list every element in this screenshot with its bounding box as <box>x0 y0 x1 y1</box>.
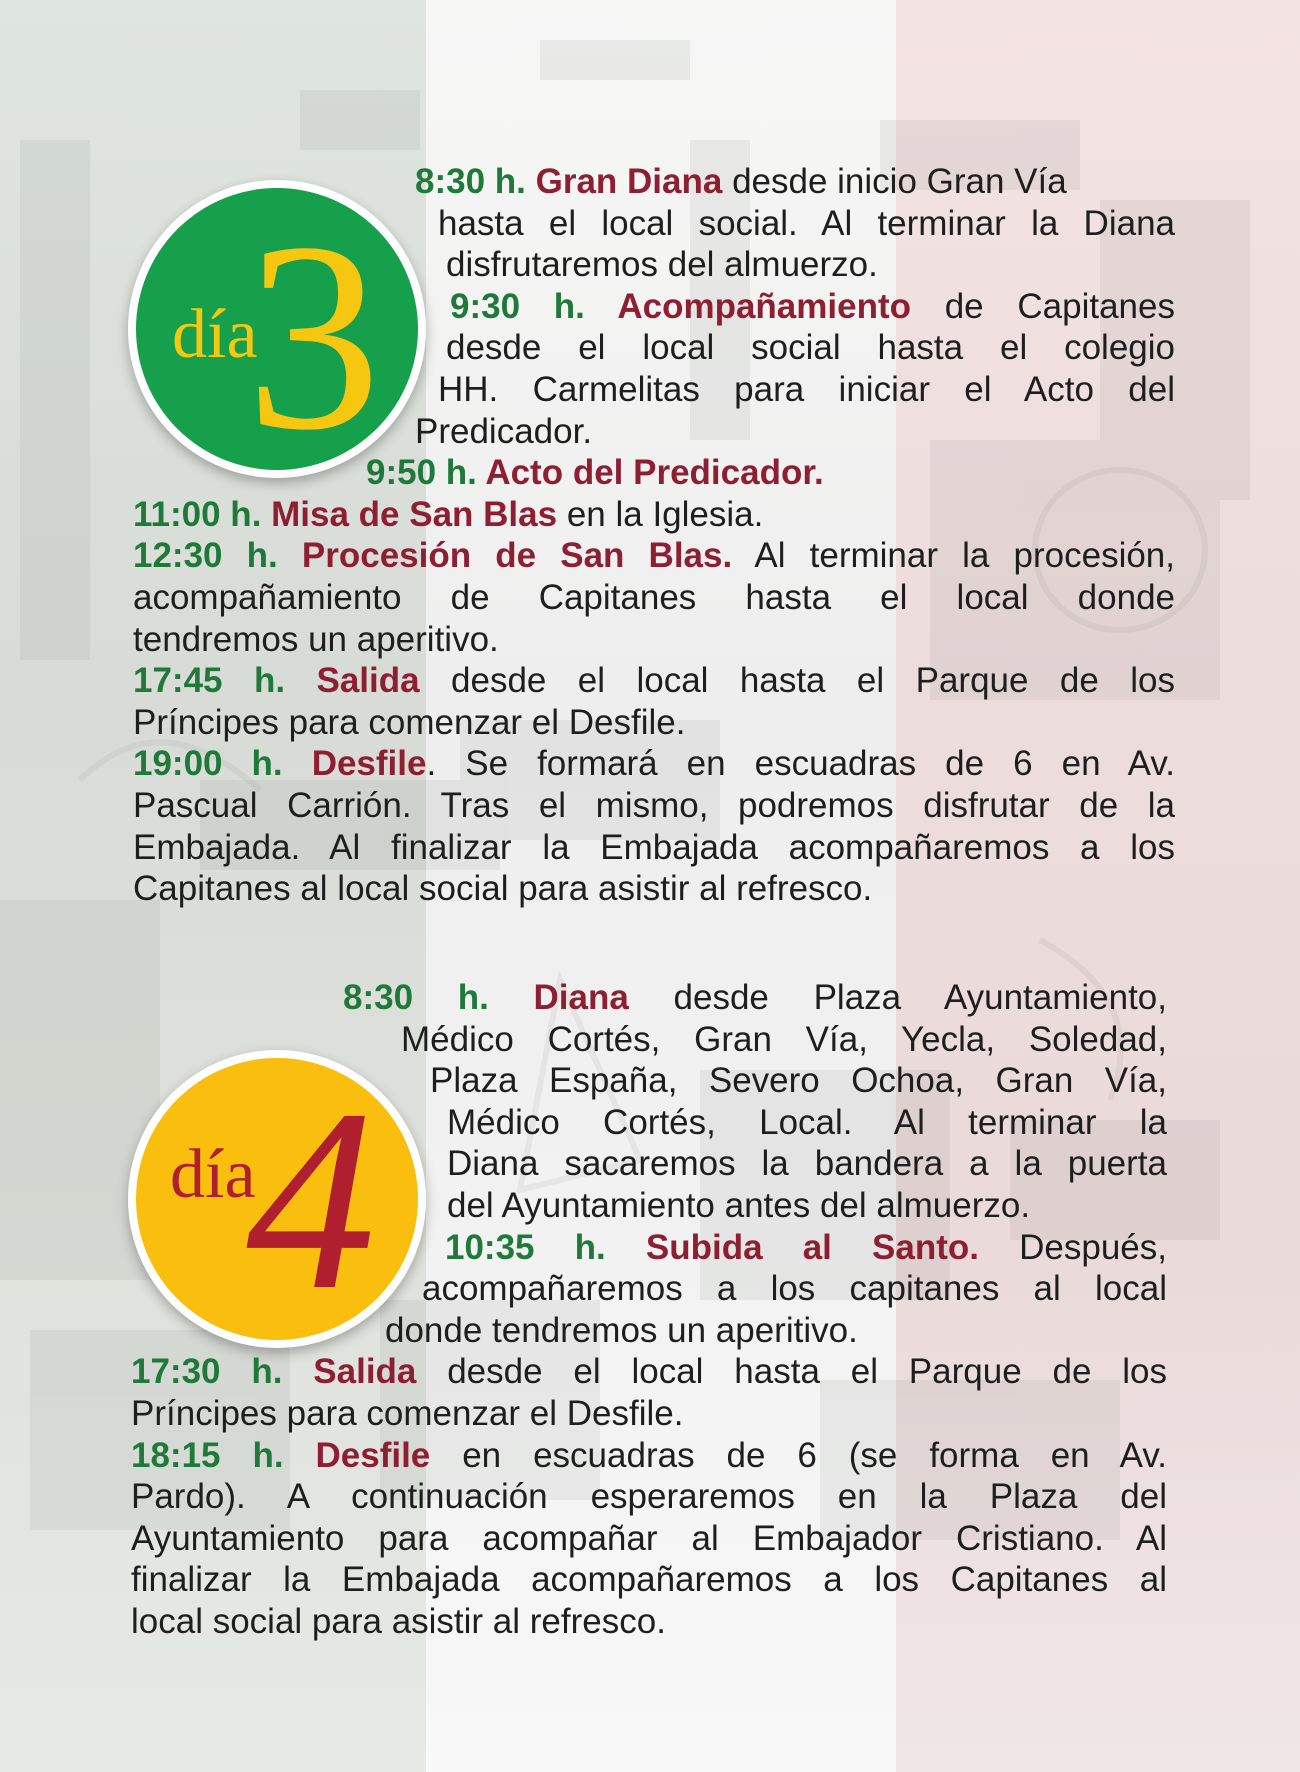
event-title: Misa de San Blas <box>271 495 558 534</box>
day-4-badge <box>128 1050 426 1348</box>
event-description: desde inicio Gran Vía <box>722 162 1067 201</box>
day-3-badge-number: 3 <box>246 187 381 478</box>
event-title: Acompañamiento <box>617 287 911 326</box>
event-description: Predicador. <box>415 412 593 451</box>
schedule-line <box>422 1268 1167 1310</box>
event-time: 19:00 h. <box>133 744 312 783</box>
event-description: acompañaremos a los capitanes al local <box>422 1269 1167 1308</box>
event-description: desde el local social hasta el colegio <box>446 328 1175 367</box>
event-description: Pascual Carrión. Tras el mismo, podremos disfrutar de la <box>133 786 1175 825</box>
schedule-line <box>131 1518 1167 1560</box>
event-description: Embajada. Al finalizar la Embajada acompañaremos a los <box>133 828 1175 867</box>
event-title: Gran Diana <box>535 162 723 201</box>
schedule-line <box>401 1019 1167 1061</box>
schedule-line <box>133 702 1175 744</box>
event-description: local social para asistir al refresco. <box>131 1602 666 1641</box>
schedule-line <box>133 494 1175 536</box>
event-time: 17:30 h. <box>131 1352 314 1391</box>
event-description: disfrutaremos del almuerzo. <box>446 245 878 284</box>
schedule-line <box>445 1227 1167 1269</box>
event-description: Al terminar la procesión, <box>732 536 1175 575</box>
schedule-line <box>131 1393 1167 1435</box>
schedule-line <box>415 161 1175 203</box>
event-title: Desfile <box>311 744 427 783</box>
event-description: Capitanes al local social para asistir al refresco. <box>133 869 873 908</box>
event-time: 9:50 h. <box>366 453 486 492</box>
event-description: en la Iglesia. <box>557 495 764 534</box>
event-description: hasta el local social. Al terminar la Diana <box>438 204 1175 243</box>
schedule-line <box>430 1060 1167 1102</box>
event-description: en escuadras de 6 (se forma en Av. <box>430 1436 1167 1475</box>
event-time: 11:00 h. <box>133 495 272 534</box>
event-description: Pardo). A continuación esperaremos en la Plaza del <box>131 1477 1167 1516</box>
event-time: 9:30 h. <box>450 287 618 326</box>
day-4-badge-number: 4 <box>246 1056 376 1344</box>
event-description: tendremos un aperitivo. <box>133 620 499 659</box>
schedule-line <box>446 327 1175 369</box>
day-3-badge <box>128 180 426 478</box>
event-time: 10:35 h. <box>445 1228 646 1267</box>
schedule-line <box>366 452 1175 494</box>
event-title: Salida <box>316 661 420 700</box>
schedule-line <box>343 977 1167 1019</box>
event-description: desde el local hasta el Parque de los <box>419 661 1175 700</box>
event-description: Después, <box>979 1228 1167 1267</box>
event-time: 8:30 h. <box>343 978 534 1017</box>
event-title: Procesión de San Blas. <box>301 536 733 575</box>
event-description: . Se formará en escuadras de 6 en Av. <box>426 744 1175 783</box>
schedule-line <box>446 244 1175 286</box>
event-description: finalizar la Embajada acompañaremos a los Capitanes al <box>131 1560 1167 1599</box>
schedule-line <box>131 1476 1167 1518</box>
event-description: de Capitanes <box>910 287 1175 326</box>
schedule-line <box>133 743 1175 785</box>
schedule-line <box>133 535 1175 577</box>
event-description: donde tendremos un aperitivo. <box>385 1311 858 1350</box>
event-title: Subida al Santo. <box>645 1228 979 1267</box>
event-title: Acto del Predicador. <box>485 453 824 492</box>
event-description: Médico Cortés, Gran Vía, Yecla, Soledad, <box>401 1020 1167 1059</box>
event-description: acompañamiento de Capitanes hasta el local donde <box>133 578 1175 617</box>
event-description: desde el local hasta el Parque de los <box>416 1352 1167 1391</box>
day-3-badge-word: día <box>172 296 258 373</box>
schedule-line <box>131 1601 1167 1643</box>
event-time: 8:30 h. <box>415 162 536 201</box>
schedule-line <box>447 1102 1167 1144</box>
schedule-line <box>133 660 1175 702</box>
event-description: Príncipes para comenzar el Desfile. <box>133 703 686 742</box>
schedule-line <box>133 827 1175 869</box>
event-title: Salida <box>313 1352 417 1391</box>
day-4-badge-word: día <box>170 1136 256 1213</box>
schedule-line <box>450 286 1175 328</box>
schedule-line <box>133 785 1175 827</box>
schedule-line <box>131 1351 1167 1393</box>
event-time: 18:15 h. <box>131 1436 316 1475</box>
schedule-line <box>385 1310 1167 1352</box>
event-time: 12:30 h. <box>133 536 302 575</box>
event-time: 17:45 h. <box>133 661 317 700</box>
event-description: Médico Cortés, Local. Al terminar la <box>447 1103 1167 1142</box>
event-title: Diana <box>533 978 629 1017</box>
schedule-line <box>438 369 1175 411</box>
event-description: Diana sacaremos la bandera a la puerta <box>447 1144 1167 1183</box>
event-description: Ayuntamiento para acompañar al Embajador Cristiano. Al <box>131 1519 1167 1558</box>
event-description: Príncipes para comenzar el Desfile. <box>131 1394 684 1433</box>
event-description: del Ayuntamiento antes del almuerzo. <box>447 1186 1031 1225</box>
event-description: Plaza España, Severo Ochoa, Gran Vía, <box>430 1061 1167 1100</box>
event-title: Desfile <box>315 1436 431 1475</box>
schedule-line <box>447 1143 1167 1185</box>
schedule-line <box>131 1435 1167 1477</box>
schedule-line <box>133 868 1175 910</box>
schedule-line <box>415 411 1175 453</box>
schedule-line <box>438 203 1175 245</box>
schedule-line <box>131 1559 1167 1601</box>
event-description: desde Plaza Ayuntamiento, <box>628 978 1167 1017</box>
schedule-line <box>133 577 1175 619</box>
schedule-line <box>133 619 1175 661</box>
event-description: HH. Carmelitas para iniciar el Acto del <box>438 370 1175 409</box>
schedule-line <box>447 1185 1167 1227</box>
